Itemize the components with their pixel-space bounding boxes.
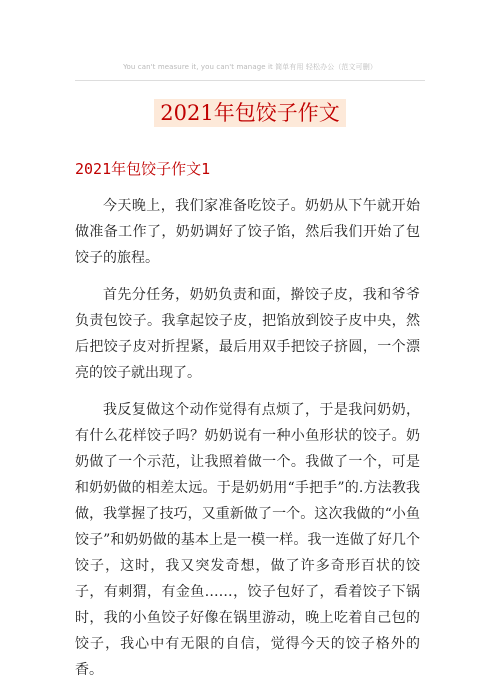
document-title-text: 2021年包饺子作文 (154, 99, 345, 127)
document-body (75, 193, 420, 694)
header-divider (75, 80, 425, 81)
section-heading: 2021年包饺子作文1 (75, 160, 211, 178)
header-tagline: You can't measure it, you can't manage it 简单有用 轻松办公（范文可删） (123, 63, 377, 71)
document-title (0, 97, 500, 129)
paragraph-2: 首先分任务，奶奶负责和面，擀饺子皮，我和爷爷负责包饺子。我拿起饺子皮，把馅放到饺子皮中央，然后把饺子皮对折捏紧，最后用双手把饺子挤圆，一个漂亮的饺子就出现了。 (75, 287, 420, 381)
paragraph-1: 今天晚上，我们家准备吃饺子。奶奶从下午就开始做准备工作了，奶奶调好了饺子馅，然后我们开始了包饺子的旅程。 (75, 198, 420, 266)
paragraph-3: 我反复做这个动作觉得有点烦了，于是我问奶奶，有什么花样饺子吗？奶奶说有一种小鱼形状的饺子。奶奶做了一个示范，让我照着做一个。我做了一个，可是和奶奶做的相差太远。于是奶奶用“手把手”的.方法教我做，我掌握了技巧，又重新做了一个。这次我做的“小鱼饺子”和奶奶做的基本上是一模一样。我一连做了好几个饺子，这时，我又突发奇想，做了许多奇形百状的饺子，有刺猬，有金鱼……，饺子包好了，看着饺子下锅时，我的小鱼饺子好像在锅里游动，晚上吃着自己包的饺子，我心中有无限的自信，觉得今天的饺子格外的香。 (75, 402, 420, 678)
